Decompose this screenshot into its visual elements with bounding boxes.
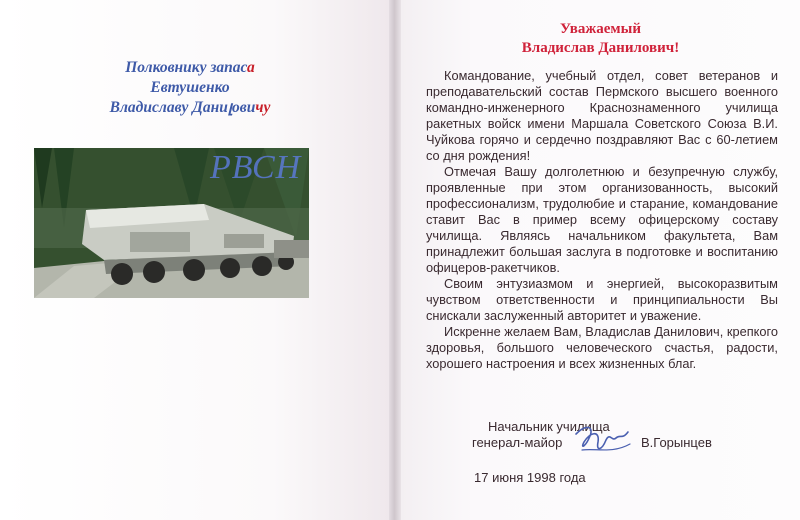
body-paragraph: Искренне желаем Вам, Владислав Данилович, крепкого здоровья, большого человеческого счастья, радости, хорошего настроения и всех жизненных благ. <box>426 324 778 371</box>
body-paragraph: Своим энтузиазмом и энергией, высокоразвитым чувством ответственности и принципиальности Вы снискали заслуженный авторитет и уважение. <box>426 276 778 323</box>
handwritten-signature <box>572 420 634 462</box>
signatory-name: В.Горынцев <box>641 435 712 450</box>
signatory-title-line-2: генерал-майор <box>472 435 563 450</box>
rvsn-logo: РВСН <box>210 149 302 186</box>
card-left-page <box>0 0 390 520</box>
letter-date: 17 июня 1998 года <box>474 470 586 485</box>
letter-body <box>426 68 778 372</box>
greeting-line-1: Уважаемый <box>560 21 641 37</box>
recipient-address <box>40 58 340 118</box>
address-line-1: Полковнику запаса <box>125 59 255 76</box>
address-line-3: Владиславу Даниլовичу <box>109 99 271 116</box>
address-line-2: Евтушенко <box>150 79 230 96</box>
body-paragraph: Командование, учебный отдел, совет ветеранов и преподавательский состав Пермского высшего военного командно-инженерного Краснознаменного училища ракетных войск имени Маршала Советского Союза В.И. Чуйкова горячо и сердечно поздравляют Вас с 60-летием со дня рождения! <box>426 68 778 163</box>
greeting-heading <box>401 20 800 58</box>
body-paragraph: Отмечая Вашу долголетнюю и безупречную службу, проявленные при этом организованность, высокий профессионализм, трудолюбие и старание, командование ставит Вас в пример всему офицерскому составу училища. Являясь начальником факультета, Вам принадлежит большая заслуга в подготовке и воспитанию офицеров-ракетчиков. <box>426 164 778 275</box>
signatory-title-line-1: Начальник училища <box>488 419 610 434</box>
greeting-line-2: Владислав Данилович! <box>521 40 680 56</box>
card-fold <box>389 0 401 520</box>
